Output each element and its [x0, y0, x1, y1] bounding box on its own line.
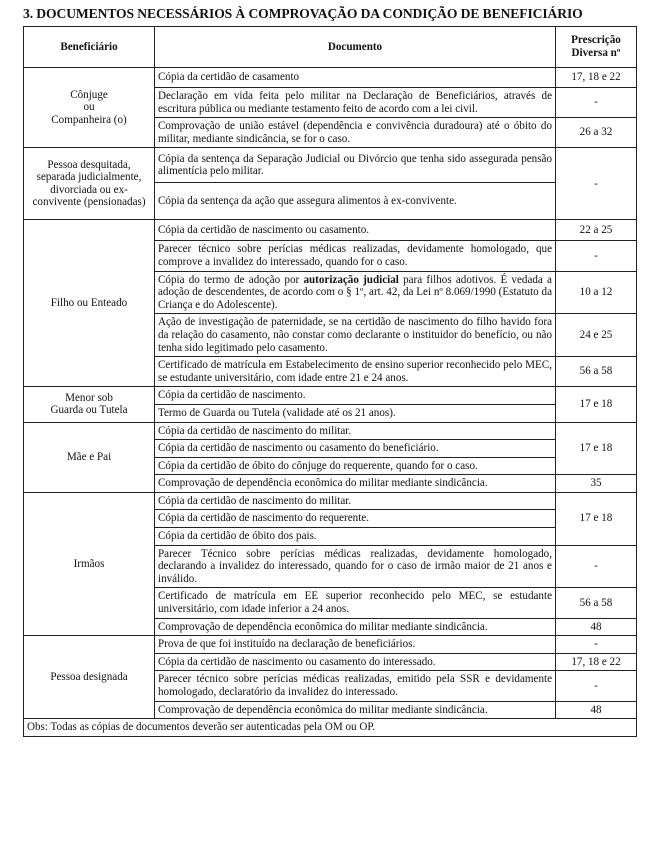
- beneficiary-menor-guarda: Menor sob Guarda ou Tutela: [24, 387, 155, 422]
- document-cell: Comprovação de dependência econômica do militar mediante sindicância.: [155, 475, 556, 493]
- prescription-cell: 22 a 25: [556, 220, 637, 241]
- beneficiary-pessoa-desquitada: Pessoa desquitada, separada judicialmente, divorciada ou ex-convivente (pensionadas): [24, 148, 155, 220]
- prescription-cell: 26 a 32: [556, 118, 637, 148]
- prescription-cell: 17 e 18: [556, 492, 637, 545]
- prescription-cell: -: [556, 636, 637, 654]
- prescription-cell: -: [556, 545, 637, 588]
- document-cell: Certificado de matrícula em Estabelecimento de ensino superior reconhecido pelo MEC, se estudante universitário, com idade entre 21 e 24 anos.: [155, 357, 556, 387]
- document-cell: Cópia da certidão de óbito do cônjuge do requerente, quando for o caso.: [155, 457, 556, 475]
- prescription-cell: 48: [556, 618, 637, 636]
- header-documento: Documento: [155, 27, 556, 68]
- document-cell: Cópia da certidão de óbito dos pais.: [155, 528, 556, 546]
- adoption-text-start: Cópia do termo de adoção por: [158, 273, 304, 286]
- document-cell: Cópia da certidão de nascimento do militar.: [155, 492, 556, 510]
- table-row: [24, 220, 637, 241]
- document-cell: Comprovação de união estável (dependência e convivência duradoura) até o óbito do militar, mediante sindicância, se for o caso.: [155, 118, 556, 148]
- table-row: [24, 492, 637, 510]
- document-cell: Cópia da certidão de nascimento do requerente.: [155, 510, 556, 528]
- observation-row: [24, 719, 637, 737]
- observation-note: Obs: Todas as cópias de documentos deverão ser autenticadas pela OM ou OP.: [24, 719, 637, 737]
- table-row: [24, 636, 637, 654]
- document-cell: Comprovação de dependência econômica do militar mediante sindicância.: [155, 618, 556, 636]
- prescription-cell: 17, 18 e 22: [556, 68, 637, 88]
- document-cell: Parecer técnico sobre perícias médicas realizadas, devidamente homologado, que comprove a invalidez do interessado, quando for o caso.: [155, 241, 556, 271]
- prescription-cell: 17 e 18: [556, 422, 637, 475]
- document-cell: Parecer Técnico sobre perícias médicas realizadas, devidamente homologado, declarando a invalidez do interessado, quando for o caso de irmão maior de 21 anos e inválido.: [155, 545, 556, 588]
- document-cell: Cópia da certidão de nascimento.: [155, 387, 556, 405]
- document-cell: Comprovação de dependência econômica do militar mediante sindicância.: [155, 701, 556, 719]
- document-cell: Ação de investigação de paternidade, se na certidão de nascimento do filho havido fora da relação do casamento, não constar como declarante o instituidor do benefício, ou não tenha sido legitimado pelo casamento.: [155, 314, 556, 357]
- prescription-cell: -: [556, 88, 637, 118]
- beneficiary-conjuge: Cônjuge ou Companheira (o): [24, 68, 155, 148]
- prescription-cell: 48: [556, 701, 637, 719]
- table-row: [24, 148, 637, 183]
- document-cell: Termo de Guarda ou Tutela (validade até os 21 anos).: [155, 404, 556, 422]
- table-header-row: [24, 27, 637, 68]
- beneficiary-irmaos: Irmãos: [24, 492, 155, 635]
- document-cell: Cópia da certidão de nascimento ou casamento do beneficiário.: [155, 440, 556, 458]
- prescription-cell: 10 a 12: [556, 271, 637, 314]
- prescription-cell: -: [556, 671, 637, 701]
- documents-table: [23, 26, 637, 737]
- document-cell: Cópia da certidão de nascimento ou casamento do interessado.: [155, 653, 556, 671]
- header-beneficiario: Beneficiário: [24, 27, 155, 68]
- table-row: [24, 68, 637, 88]
- document-cell: Certificado de matrícula em EE superior reconhecido pelo MEC, se estudante universitário, com idade inferior a 24 anos.: [155, 588, 556, 618]
- document-cell: Cópia da certidão de nascimento ou casamento.: [155, 220, 556, 241]
- document-cell: Cópia da certidão de nascimento do militar.: [155, 422, 556, 440]
- document-cell: Cópia da sentença da Separação Judicial ou Divórcio que tenha sido assegurada pensão alimentícia pelo militar.: [155, 148, 556, 183]
- prescription-cell: 17 e 18: [556, 387, 637, 422]
- prescription-cell: -: [556, 241, 637, 271]
- adoption-text-end: para filhos adotivos. É vedada a adoção de descendentes, de acordo com o § 1º, art. 42, da Lei nº 8.069/1990 (Estatuto da Criança e do Adolescente).: [158, 273, 552, 311]
- beneficiary-mae-pai: Mãe e Pai: [24, 422, 155, 492]
- table-row: [24, 422, 637, 440]
- header-prescricao: Prescrição Diversa nº: [556, 27, 637, 68]
- adoption-text-bold: autorização judicial: [303, 273, 399, 286]
- beneficiary-pessoa-designada: Pessoa designada: [24, 636, 155, 719]
- prescription-cell: 35: [556, 475, 637, 493]
- prescription-cell: 56 a 58: [556, 588, 637, 618]
- document-cell: Declaração em vida feita pelo militar na Declaração de Beneficiários, através de escritura pública ou mediante testamento feito de acordo com a lei civil.: [155, 88, 556, 118]
- prescription-cell: 24 e 25: [556, 314, 637, 357]
- section-title: 3. DOCUMENTOS NECESSÁRIOS À COMPROVAÇÃO DA CONDIÇÃO DE BENEFICIÁRIO: [23, 6, 583, 21]
- document-cell: Parecer técnico sobre perícias médicas realizadas, emitido pela SSR e devidamente homologado, declaratório da invalidez do interessado.: [155, 671, 556, 701]
- document-cell: Cópia da sentença da ação que assegura alimentos à ex-convivente.: [155, 183, 556, 220]
- prescription-cell: 56 a 58: [556, 357, 637, 387]
- document-cell: [155, 271, 556, 314]
- document-cell: Cópia da certidão de casamento: [155, 68, 556, 88]
- beneficiary-filho-enteado: Filho ou Enteado: [24, 220, 155, 387]
- prescription-cell: 17, 18 e 22: [556, 653, 637, 671]
- document-cell: Prova de que foi instituído na declaração de beneficiários.: [155, 636, 556, 654]
- prescription-cell: -: [556, 148, 637, 220]
- table-row: [24, 387, 637, 405]
